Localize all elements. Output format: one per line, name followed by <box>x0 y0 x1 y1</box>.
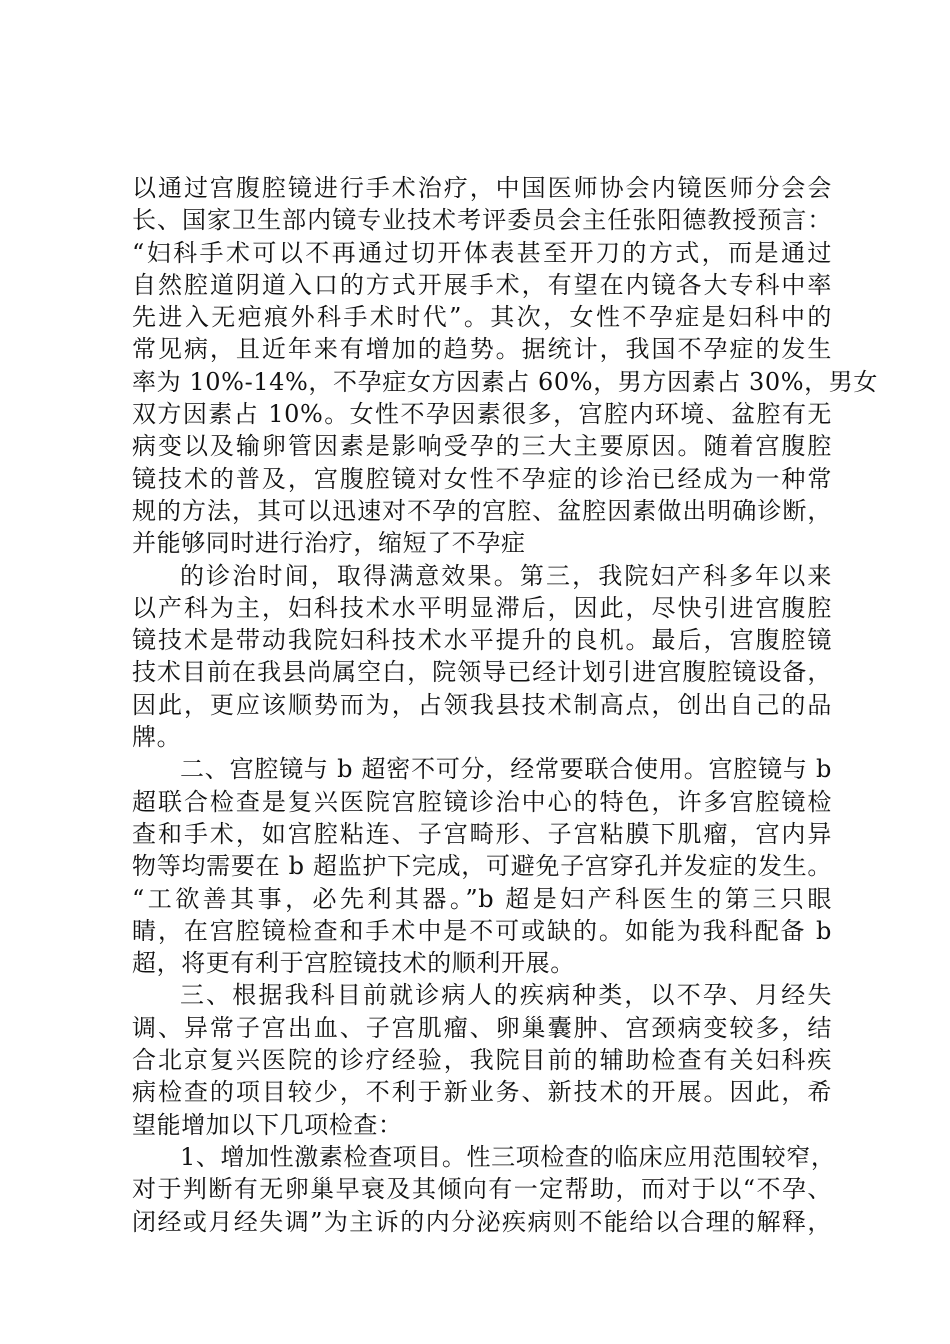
text-line: 率为 10%-14%，不孕症女方因素占 60%，男方因素占 30%，男女 <box>132 367 878 396</box>
paragraph-1 <box>132 172 878 560</box>
text-line: 双方因素占 10%。女性不孕因素很多，宫腔内环境、盆腔有无 <box>132 400 832 429</box>
text-line: 并能够同时进行治疗，缩短了不孕症 <box>132 529 526 558</box>
text-line: 查和手术，如宫腔粘连、子宫畸形、子宫粘膜下肌瘤，宫内异 <box>132 819 832 848</box>
text-line: 病变以及输卵管因素是影响受孕的三大主要原因。随着宫腹腔 <box>132 432 832 461</box>
text-line: 二、宫腔镜与 b 超密不可分，经常要联合使用。宫腔镜与 b <box>180 755 832 784</box>
text-line: 自然腔道阴道入口的方式开展手术，有望在内镜各大专科中率 <box>132 270 832 299</box>
text-line: “妇科手术可以不再通过切开体表甚至开刀的方式，而是通过 <box>132 238 832 267</box>
paragraph-5 <box>132 1141 836 1238</box>
paragraph-3 <box>132 753 832 979</box>
text-line: 牌。 <box>132 723 182 752</box>
text-line: 镜技术是带动我院妇科技术水平提升的良机。最后，宫腹腔镜 <box>132 626 832 655</box>
text-line: 调、异常子宫出血、子宫肌瘤、卵巢囊肿、宫颈病变较多，结 <box>132 1013 832 1042</box>
text-line: 三、根据我科目前就诊病人的疾病种类，以不孕、月经失 <box>180 981 832 1010</box>
text-line: 常见病，且近年来有增加的趋势。据统计，我国不孕症的发生 <box>132 335 832 364</box>
text-line: 先进入无疤痕外科手术时代”。其次，女性不孕症是妇科中的 <box>132 303 832 332</box>
text-line: 合北京复兴医院的诊疗经验，我院目前的辅助检查有关妇科疾 <box>132 1046 832 1075</box>
text-line: 长、国家卫生部内镜专业技术考评委员会主任张阳德教授预言： <box>132 206 832 235</box>
text-line: 以通过宫腹腔镜进行手术治疗，中国医师协会内镜医师分会会 <box>132 174 832 202</box>
paragraph-2 <box>132 560 832 754</box>
text-line: 望能增加以下几项检查： <box>132 1110 403 1139</box>
text-line: 技术目前在我县尚属空白，院领导已经计划引进宫腹腔镜设备， <box>132 658 832 687</box>
text-line: 1、增加性激素检查项目。性三项检查的临床应用范围较窄， <box>180 1142 836 1171</box>
text-line: 镜技术的普及，宫腹腔镜对女性不孕症的诊治已经成为一种常 <box>132 464 832 493</box>
text-line: 物等均需要在 b 超监护下完成，可避免子宫穿孔并发症的发生。 <box>132 852 832 881</box>
text-line: 超，将更有利于宫腔镜技术的顺利开展。 <box>132 949 575 978</box>
text-line: 闭经或月经失调”为主诉的内分泌疾病则不能给以合理的解释， <box>132 1207 832 1236</box>
text-line: 以产科为主，妇科技术水平明显滞后，因此，尽快引进宫腹腔 <box>132 593 832 622</box>
text-line: 超联合检查是复兴医院宫腔镜诊治中心的特色，许多宫腔镜检 <box>132 787 832 816</box>
text-line: 病检查的项目较少，不利于新业务、新技术的开展。因此，希 <box>132 1078 832 1107</box>
text-line: 因此，更应该顺势而为，占领我县技术制高点，创出自己的品 <box>132 690 832 719</box>
text-line: 规的方法，其可以迅速对不孕的宫腔、盆腔因素做出明确诊断， <box>132 496 832 525</box>
text-line: 对于判断有无卵巢早衰及其倾向有一定帮助，而对于以“不孕、 <box>132 1175 832 1204</box>
document-body <box>132 172 878 1238</box>
text-line: “工欲善其事，必先利其器。”b 超是妇产科医生的第三只眼 <box>132 884 832 913</box>
text-line: 睛，在宫腔镜检查和手术中是不可或缺的。如能为我科配备 b <box>132 916 832 945</box>
text-line: 的诊治时间，取得满意效果。第三，我院妇产科多年以来 <box>180 561 832 590</box>
paragraph-4 <box>132 979 832 1140</box>
